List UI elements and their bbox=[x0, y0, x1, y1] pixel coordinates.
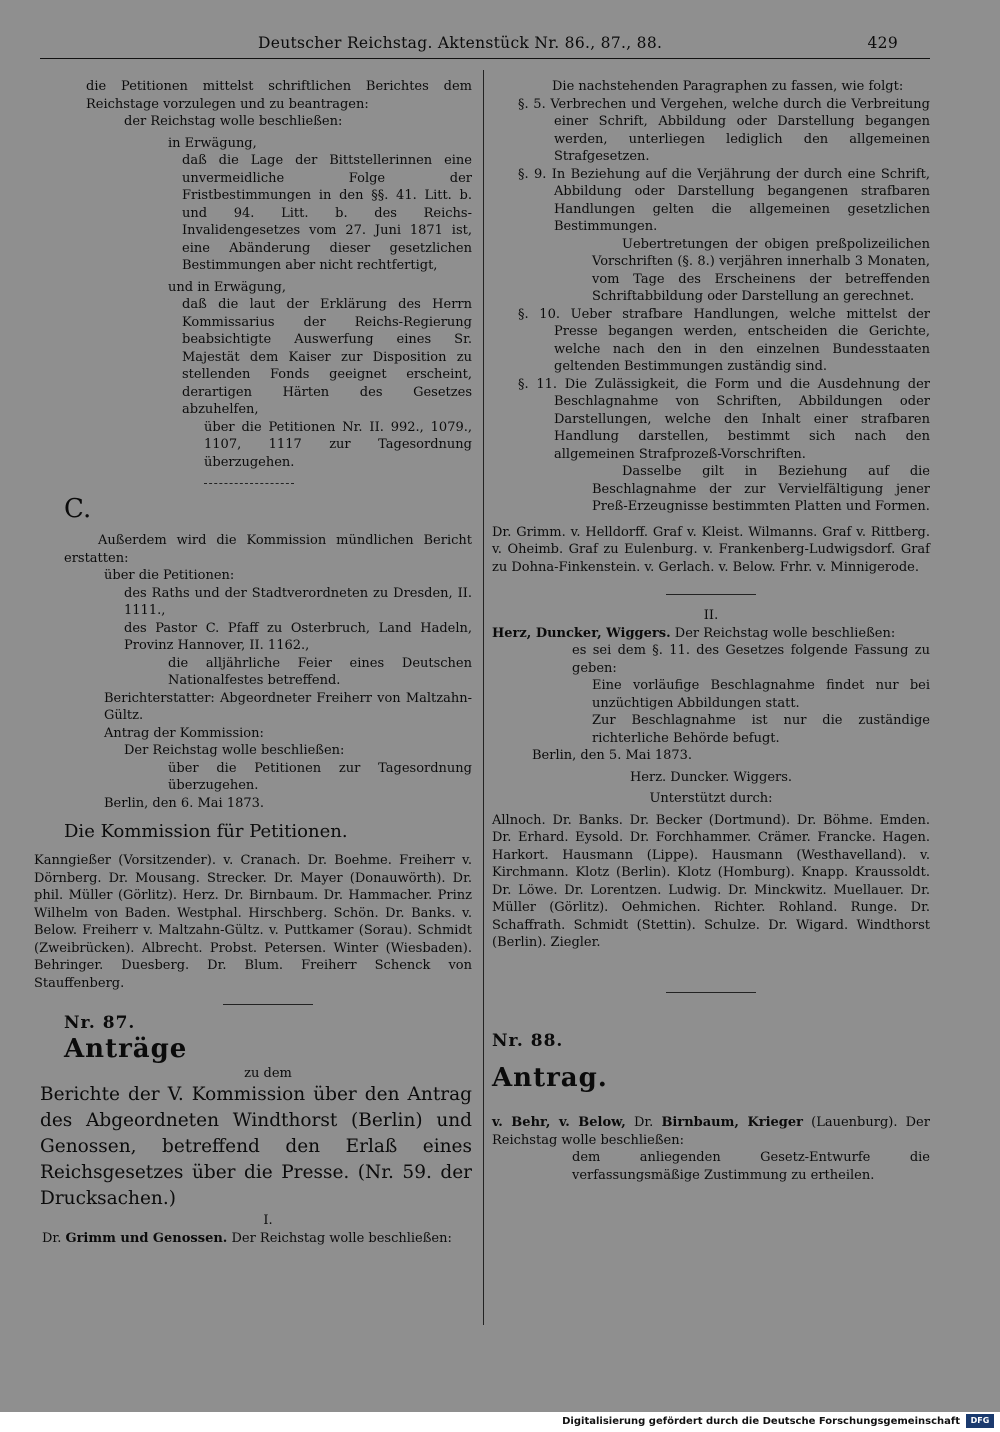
header-rule bbox=[40, 58, 930, 59]
paragraph-11: §. 11. Die Zulässigkeit, die Form und die Ausdehnung der Beschlagnahme von Schriften, Abbildungen oder Darstellungen, welche den Inhalt einer strafbaren Handlung darstellen, bestimmt sich nach den allgemeinen Strafprozeß-Vorschriften. bbox=[518, 376, 930, 462]
member-list: Kanngießer (Vorsitzender). v. Cranach. Dr. Boehme. Freiherr v. Dörnberg. Dr. Mousang. Strecker. Dr. Mayer (Donauwörth). Dr. phil. Müller (Görlitz). Herz. Dr. Birnbaum. Dr. Hammacher. Prinz Wilhelm von Baden. Westphal. Hirschberg. Schön. Dr. Banks. v. Below. Freiherr v. Maltzahn-Gültz. v. Puttkamer (Sorau). Schmidt (Zweibrücken). Albrecht. Probst. Petersen. Winter (Wiesbaden). Behringer. Duesberg. Dr. Blum. Freiherr Schenck von Stauffenberg. bbox=[34, 853, 472, 991]
paragraph: in Erwägung, bbox=[168, 135, 257, 151]
paragraph: es sei dem §. 11. des Gesetzes folgende Fassung zu geben: bbox=[572, 643, 930, 676]
paragraph-10: §. 10. Ueber strafbare Handlungen, welche mittelst der Presse begangen werden, entscheiden die Gerichte, welche nach den in den einzelnen Bundesstaaten geltenden Bestimmungen zuständig sind. bbox=[518, 306, 930, 374]
separator bbox=[666, 594, 756, 595]
page-number: 429 bbox=[867, 34, 898, 52]
dfg-logo: DFG bbox=[966, 1414, 994, 1428]
motion-authors: Birnbaum, Krieger bbox=[661, 1115, 804, 1130]
paragraph: Antrag der Kommission: bbox=[104, 725, 264, 741]
supporter-list: Allnoch. Dr. Banks. Dr. Becker (Dortmund). Dr. Böhme. Emden. Dr. Erhard. Eysold. Dr. Forchhammer. Crämer. Francke. Hagen. Harkort. Hausmann (Lippe). Hausmann (Westhavelland). v. Kirchmann. Klotz (Berlin). Klotz (Homburg). Knapp. Kraussoldt. Dr. Löwe. Dr. Lorentzen. Ludwig. Dr. Minckwitz. Muellauer. Dr. Müller (Görlitz). Oehmichen. Richter. Rohland. Runge. Dr. Schaffrath. Schmidt (Stettin). Schulze. Dr. Wigard. Windthorst (Berlin). Ziegler. bbox=[492, 812, 930, 950]
running-title: Deutscher Reichstag. Aktenstück Nr. 86., 87., 88. bbox=[258, 34, 663, 52]
document-number: Nr. 88. bbox=[492, 1030, 564, 1051]
motion-intro bbox=[42, 1230, 472, 1248]
paragraph: über die Petitionen zur Tagesordnung überzugehen. bbox=[168, 760, 472, 793]
paragraph: der Reichstag wolle beschließen: bbox=[124, 114, 343, 129]
document-title: Anträge bbox=[64, 1033, 188, 1064]
paragraph: daß die laut der Erklärung des Herrn Kommissarius der Reichs-Regierung beabsichtigte Auswerfung eines Sr. Majestät dem Kaiser zur Disposition zu stellenden Fonds geeignet erscheint, derartigen Härten des Gesetzes abzuhelfen, bbox=[182, 297, 472, 417]
separator bbox=[223, 1004, 313, 1005]
running-header bbox=[258, 34, 898, 56]
title-prefix: Dr. bbox=[42, 1230, 62, 1246]
paragraph: des Pastor C. Pfaff zu Osterbruch, Land Hadeln, Provinz Hannover, II. 1162., bbox=[124, 620, 472, 653]
motion-text: Der Reichstag wolle beschließen: bbox=[674, 625, 896, 641]
section-heading: C. bbox=[64, 494, 92, 524]
column-divider bbox=[483, 70, 484, 1325]
signer-list: Dr. Grimm. v. Helldorff. Graf v. Kleist. Wilmanns. Graf v. Rittberg. v. Oheimb. Graf zu Eulenburg. v. Frankenberg-Ludwigsdorf. Graf zu Dohna-Finkenstein. v. Gerlach. v. Below. Frhr. v. Minnigerode. bbox=[492, 524, 930, 575]
paragraph-9b: Uebertretungen der obigen preßpolizeilichen Vorschriften (§. 8.) verjähren innerhalb 3 Monaten, vom Tage des Erscheinens der betreffenden Schriftabbildung oder Darstellung an gerechnet. bbox=[592, 236, 930, 304]
paragraph: Der Reichstag wolle beschließen: bbox=[124, 743, 345, 758]
separator bbox=[666, 992, 756, 993]
paragraph: Eine vorläufige Beschlagnahme findet nur bei unzüchtigen Abbildungen statt. bbox=[592, 678, 930, 711]
paragraph: über die Petitionen: bbox=[104, 568, 235, 583]
paragraph: Die nachstehenden Paragraphen zu fassen, wie folgt: bbox=[552, 79, 904, 94]
separator bbox=[204, 483, 294, 484]
paragraph-5: §. 5. Verbrechen und Vergehen, welche durch die Verbreitung einer Schrift, Abbildung oder Darstellung begangen werden, unterliegen lediglich den allgemeinen Strafgesetzen. bbox=[518, 96, 930, 164]
paragraph: dem anliegenden Gesetz-Entwurfe die verfassungsmäßige Zustimmung zu ertheilen. bbox=[572, 1150, 930, 1183]
motion-text: Der Reichstag wolle beschließen: bbox=[231, 1230, 452, 1246]
signature-heading: Die Kommission für Petitionen. bbox=[64, 821, 348, 842]
support-heading: Unterstützt durch: bbox=[649, 791, 773, 806]
signature-line: Herz. Duncker. Wiggers. bbox=[629, 769, 793, 785]
motion-authors: Herz, Duncker, Wiggers. bbox=[492, 625, 671, 641]
paragraph: und in Erwägung, bbox=[168, 279, 286, 295]
document-subtitle: Berichte der V. Kommission über den Antrag des Abgeordneten Windthorst (Berlin) und Genossen, betreffend den Erlaß eines Reichsgesetzes über die Presse. (Nr. 59. der Drucksachen.) bbox=[40, 1084, 472, 1209]
subtitle-connector: zu dem bbox=[244, 1065, 292, 1081]
footer-bar bbox=[0, 1412, 1000, 1432]
left-column bbox=[34, 78, 472, 1247]
paragraph: Außerdem wird die Kommission mündlichen Bericht erstatten: bbox=[64, 533, 472, 566]
document-title: Antrag. bbox=[492, 1063, 608, 1093]
title-prefix: Dr. bbox=[633, 1115, 654, 1130]
paragraph: die alljährliche Feier eines Deutschen Nationalfestes betreffend. bbox=[168, 655, 472, 688]
date-line: Berlin, den 5. Mai 1873. bbox=[532, 748, 693, 763]
roman-numeral: II. bbox=[703, 608, 719, 623]
paragraph: daß die Lage der Bittstellerinnen eine unvermeidliche Folge der Fristbestimmungen in den §§. 41. Litt. b. und 94. Litt. b. des Reichs-Invalidengesetzes vom 27. Juni 1871 ist, eine Abänderung dieser gesetzlichen Bestimmungen aber nicht rechtfertigt, bbox=[182, 153, 472, 273]
paragraph: die Petitionen mittelst schriftlichen Berichtes dem Reichstage vorzulegen und zu beantragen: bbox=[86, 79, 472, 112]
funding-credit: Digitalisierung gefördert durch die Deutsche Forschungsgemeinschaft bbox=[562, 1416, 960, 1427]
motion-text: (Lauenburg). Der Reichstag wolle beschließen: bbox=[492, 1115, 930, 1148]
date-line: Berlin, den 6. Mai 1873. bbox=[104, 795, 265, 811]
motion-authors: Grimm und Genossen. bbox=[65, 1230, 228, 1246]
motion-intro bbox=[492, 625, 930, 643]
paragraph: Zur Beschlagnahme ist nur die zuständige richterliche Behörde befugt. bbox=[592, 713, 930, 746]
paragraph-9: §. 9. In Beziehung auf die Verjährung der durch eine Schrift, Abbildung oder Darstellung begangenen strafbaren Handlungen gelten die allgemeinen gesetzlichen Bestimmungen. bbox=[518, 166, 930, 234]
roman-numeral: I. bbox=[263, 1213, 273, 1228]
paragraph: Berichterstatter: Abgeordneter Freiherr von Maltzahn-Gültz. bbox=[104, 690, 472, 723]
document-number: Nr. 87. bbox=[64, 1013, 136, 1033]
paragraph: über die Petitionen Nr. II. 992., 1079., 1107, 1117 zur Tagesordnung überzugehen. bbox=[204, 419, 472, 470]
motion-intro bbox=[492, 1114, 930, 1149]
motion-authors: v. Behr, v. Below, bbox=[492, 1115, 626, 1130]
paragraph: des Raths und der Stadtverordneten zu Dresden, II. 1111., bbox=[124, 585, 472, 618]
right-column bbox=[492, 78, 930, 1184]
paragraph-11b: Dasselbe gilt in Beziehung auf die Beschlagnahme der zur Vervielfältigung jener Preß-Erzeugnisse bestimmten Platten und Formen. bbox=[592, 464, 930, 514]
